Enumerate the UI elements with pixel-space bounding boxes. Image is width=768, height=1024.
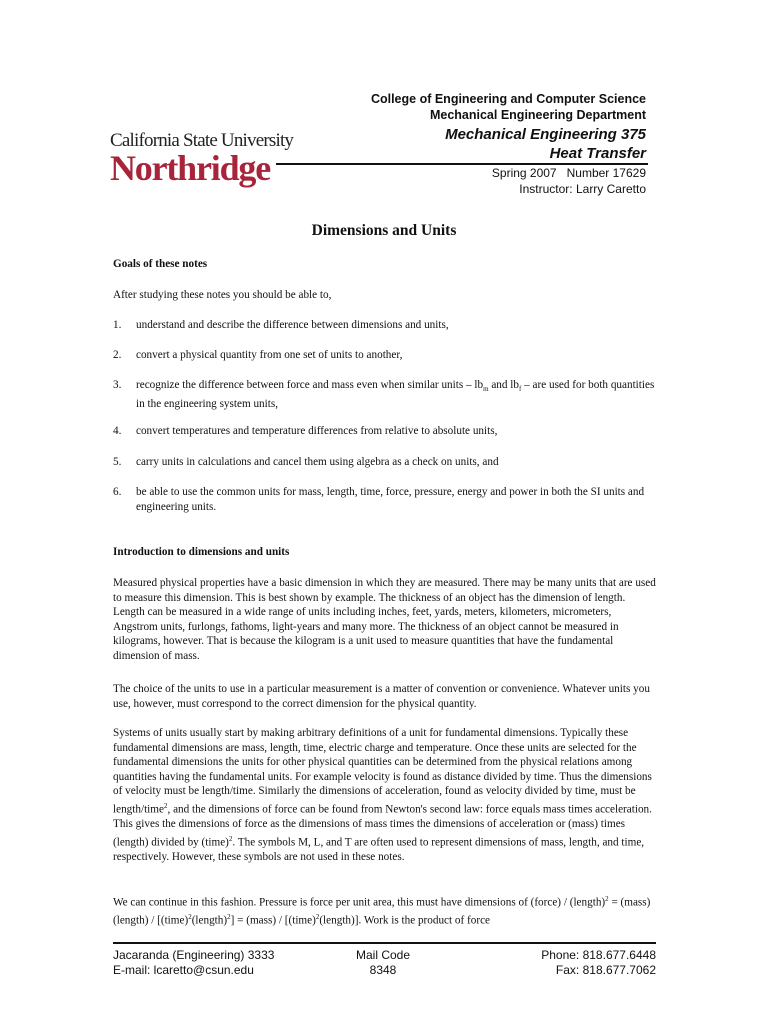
paragraph-part: (length)	[191, 915, 228, 928]
goal-number: 2.	[113, 349, 122, 361]
footer-divider	[113, 942, 656, 944]
paragraph-part: We can continue in this fashion. Pressure is force per unit area, this must have dimensions of (force) / (length)	[113, 896, 606, 909]
goal-text-part: recognize the difference between force and mass even when similar units – lb	[136, 379, 484, 391]
instructor: Instructor: Larry Caretto	[519, 182, 646, 196]
goal-number: 6.	[113, 486, 122, 498]
paragraph	[113, 892, 658, 929]
paragraph-part: , and the dimensions of force can be found from Newton's second law: force equals mass times acceleration. This gives the dimensions of force as the dimensions of mass times the dimensions of acceleration or (mass) times (length) divided by (time)	[113, 803, 652, 849]
college-name: College of Engineering and Computer Science	[370, 92, 646, 106]
footer-email: E-mail: lcaretto@csun.edu	[113, 963, 254, 977]
footer-mail-label: Mail Code	[355, 948, 411, 962]
document-title: Dimensions and Units	[311, 222, 457, 239]
course-topic: Heat Transfer	[549, 145, 646, 162]
footer-mail-code: 8348	[369, 963, 397, 977]
goal-text: be able to use the common units for mass, length, time, force, pressure, energy and power in both the SI units and engineering units.	[136, 486, 645, 513]
goal-text: understand and describe the difference between dimensions and units,	[136, 319, 449, 331]
header-divider	[276, 163, 648, 165]
goal-text: carry units in calculations and cancel them using algebra as a check on units, and	[136, 456, 499, 468]
paragraph-part: ] = (mass) / [(time)	[230, 915, 316, 928]
university-logo	[110, 130, 294, 188]
paragraph-part: . The symbols M, L, and T are often used to represent dimensions of mass, length, and time, respectively. However, these symbols are not used in these notes.	[113, 836, 645, 864]
paragraph: The choice of the units to use in a particular measurement is a matter of convention or convenience. Whatever units you use, however, must correspond to the correct dimension for the physical quantity.	[113, 683, 650, 710]
goal-number: 5.	[113, 456, 122, 468]
paragraph-part: Systems of units usually start by making arbitrary definitions of a unit for fundamental dimensions. Typically these fundamental dimensions are mass, length, time, electric charge and temperature. Once these units are selected for the fundamental dimensions the units for other physical quantities can be determined from the physical relations among quantities having the fundamental units. For example velocity is found as distance divided by time. Thus the dimensions of velocity must be length/time. Similarly the dimensions of acceleration, found as velocity divided by time, must be length/time	[113, 727, 652, 816]
paragraph	[113, 726, 658, 865]
logo-university-text: California State University	[110, 130, 294, 151]
footer-fax: Fax: 818.677.7062	[555, 963, 656, 977]
goal-text: convert temperatures and temperature differences from relative to absolute units,	[136, 425, 498, 437]
department-name: Mechanical Engineering Department	[429, 108, 646, 122]
subscript-f: f	[519, 385, 522, 394]
term-number: Spring 2007 Number 17629	[491, 166, 646, 180]
superscript: 2	[227, 913, 231, 922]
paragraph-part: = (mass) (length) / [(time)	[113, 896, 651, 928]
goal-item	[113, 318, 658, 333]
goal-item	[113, 485, 658, 514]
goal-text-part: – are used for both quantities in the engineering system units,	[136, 379, 655, 410]
superscript: 2	[228, 834, 233, 843]
superscript: 2	[315, 913, 320, 922]
logo-northridge-text: Northridge	[110, 148, 270, 188]
goal-item	[113, 424, 658, 439]
course-title: Mechanical Engineering 375	[445, 126, 646, 143]
superscript: 2	[605, 895, 609, 903]
footer-phone: Phone: 818.677.6448	[541, 948, 656, 962]
goal-text: convert a physical quantity from one set of units to another,	[136, 349, 403, 361]
goal-number: 3.	[113, 379, 122, 391]
goal-number: 1.	[113, 319, 122, 331]
intro-heading: Introduction to dimensions and units	[113, 546, 290, 558]
goals-intro: After studying these notes you should be able to,	[113, 289, 332, 301]
goal-item	[113, 348, 658, 363]
superscript: 2	[188, 913, 192, 922]
superscript: 2	[163, 801, 168, 810]
goal-item	[113, 455, 658, 470]
paragraph: Measured physical properties have a basic dimension in which they are measured. There may be many units that are used to measure this dimension. This is best shown by example. The thickness of an object has the dimension of length. Length can be measured in a wide range of units including inches, feet, yards, meters, kilometers, micrometers, Angstrom units, furlongs, fathoms, light-years and many more. The thickness of an object cannot be measured in kilograms, however. That is because the kilogram is a unit used to measure quantities that have the fundamental dimension of mass.	[113, 577, 656, 662]
goal-text-part: and lb	[488, 379, 519, 391]
paragraph-part: (length)]. Work is the product of force	[319, 915, 491, 928]
goal-number: 4.	[113, 425, 122, 437]
goal-item	[113, 378, 658, 411]
subscript-m: m	[483, 385, 489, 394]
goal-text	[136, 378, 658, 411]
goals-heading: Goals of these notes	[113, 258, 208, 270]
footer-office: Jacaranda (Engineering) 3333	[113, 948, 275, 962]
